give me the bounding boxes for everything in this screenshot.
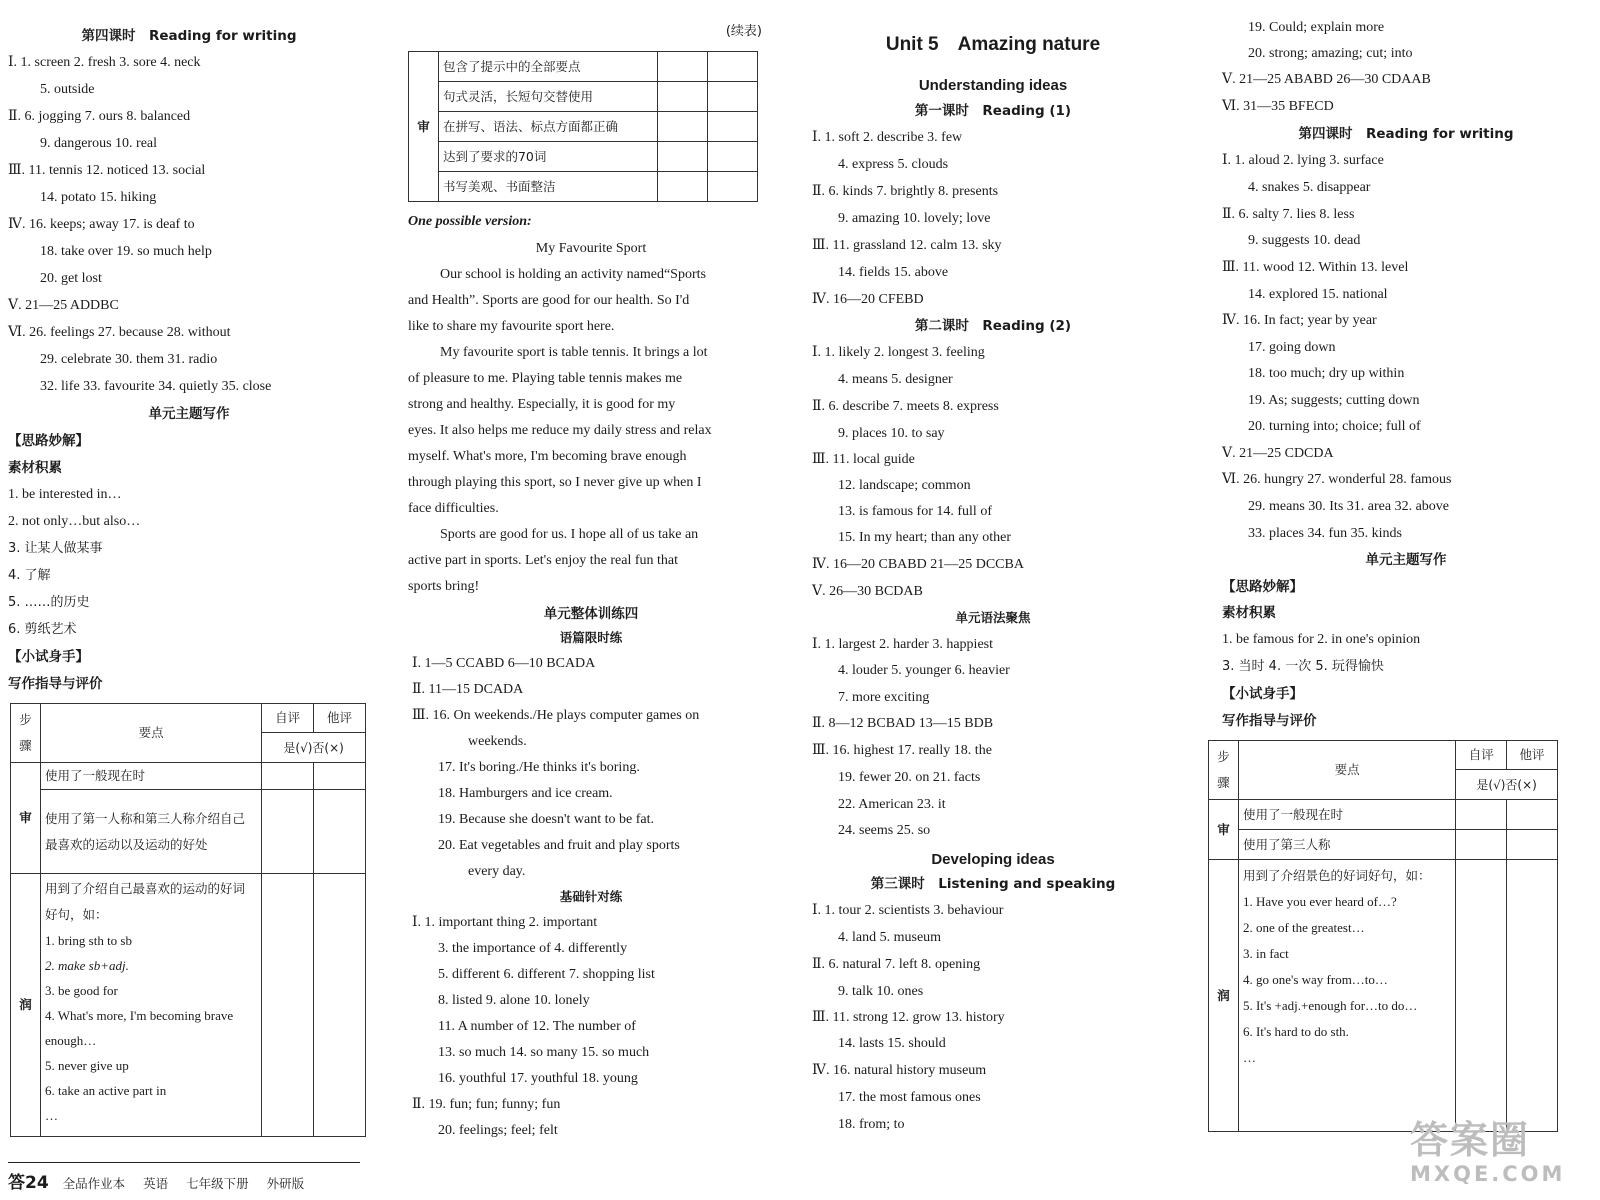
page-number: 答24 (8, 1173, 49, 1193)
answer-line: Ⅲ. 16. On weekends./He plays computer games on (412, 708, 700, 723)
table-cell-empty (262, 790, 314, 874)
answer-line: 29. means 30. Its 31. area 32. above (1248, 499, 1449, 514)
answer-line: Ⅰ. 1—5 CCABD 6—10 BCADA (412, 656, 596, 671)
developing-heading: Developing ideas (931, 851, 1055, 868)
material-item: 1. be famous for 2. in one's opinion (1222, 632, 1421, 647)
answer-line: Ⅲ. 11. strong 12. grow 13. history (812, 1010, 1005, 1025)
table-cell-empty (708, 172, 758, 202)
grade-name: 七年级下册 (186, 1176, 249, 1191)
table-cell-empty (658, 142, 708, 172)
answer-line: 22. American 23. it (838, 797, 946, 812)
answer-line: Ⅰ. 1. tour 2. scientists 3. behaviour (812, 903, 1004, 918)
answer-line: 18. from; to (838, 1117, 905, 1132)
table-point: 书写美观、书面整洁 (438, 172, 657, 202)
answer-line: 19. As; suggests; cutting down (1248, 393, 1420, 408)
answer-line: 9. places 10. to say (838, 426, 945, 441)
table-cell-empty (1456, 830, 1507, 860)
answer-line: Ⅰ. 1. largest 2. harder 3. happiest (812, 637, 994, 652)
version-label: One possible version: (408, 214, 532, 229)
table-header-yesno: 是(√)否(×) (1456, 770, 1558, 800)
material-item: 2. not only…but also… (8, 514, 141, 529)
table-point-intro: 用到了介绍景色的好词好句，如： (1242, 868, 1431, 883)
answer-line: 3. the importance of 4. differently (438, 941, 628, 956)
lesson1-title: 第一课时 Reading (1) (914, 103, 1072, 119)
watermark-logo (1410, 1118, 1590, 1192)
theme-writing-heading: 单元主题写作 (148, 406, 230, 422)
material-item: 5. ……的历史 (8, 595, 90, 610)
table-cell-empty (314, 790, 366, 874)
material-heading: 素材积累 (1222, 605, 1276, 621)
answer-line: 16. youthful 17. youthful 18. young (438, 1071, 638, 1086)
answer-line: Ⅰ. 1. important thing 2. important (412, 915, 598, 930)
answer-line: 14. potato 15. hiking (40, 190, 157, 205)
answer-line: 20. Eat vegetables and fruit and play sports (438, 838, 680, 853)
basic-practice-heading: 基础针对练 (559, 889, 623, 904)
table-cell-empty (1507, 860, 1558, 1132)
table-step-polish: 润 (11, 874, 41, 1137)
table-point-polish (40, 874, 261, 1137)
book-name: 全品作业本 (62, 1176, 126, 1191)
answer-line: 14. lasts 15. should (838, 1036, 946, 1051)
answer-line: 9. amazing 10. lovely; love (838, 211, 991, 226)
table-point: 句式灵活，长短句交替使用 (438, 82, 657, 112)
answer-line: 4. louder 5. younger 6. heavier (838, 663, 1010, 678)
answer-line: Ⅳ. 16. keeps; away 17. is deaf to (8, 217, 195, 232)
answer-line: Ⅱ. 11—15 DCADA (412, 682, 524, 697)
table-example: 4. go one's way from…to… (1242, 972, 1388, 987)
answer-line: Ⅱ. 6. jogging 7. ours 8. balanced (8, 109, 191, 124)
table-point: 使用了第一人称和第三人称介绍自己最喜欢的运动以及运动的好处 (40, 790, 261, 874)
table-cell-empty (314, 763, 366, 790)
answer-line: Ⅲ. 11. local guide (812, 452, 915, 467)
table-cell-empty (262, 874, 314, 1137)
answer-line: Ⅰ. 1. screen 2. fresh 3. sore 4. neck (8, 55, 201, 70)
answer-line: Ⅰ. 1. soft 2. describe 3. few (812, 130, 963, 145)
table-point-intro: 用到了介绍自己最喜欢的运动的好词好句，如： (44, 881, 245, 922)
table-point: 达到了要求的70词 (438, 142, 657, 172)
table-header-step: 步骤 (1209, 741, 1239, 800)
guide-heading: 写作指导与评价 (1222, 713, 1317, 729)
table-step-polish: 润 (1209, 860, 1239, 1132)
answer-line: 17. going down (1248, 340, 1336, 355)
answer-line: 13. is famous for 14. full of (838, 504, 992, 519)
table-cell-empty (708, 142, 758, 172)
answer-line: Ⅲ. 11. grassland 12. calm 13. sky (812, 238, 1002, 253)
material-item: 4. 了解 (8, 568, 51, 583)
answer-line: Ⅴ. 21—25 ADDBC (8, 298, 119, 313)
answer-line: 18. Hamburgers and ice cream. (438, 786, 613, 801)
watermark-text: 答案圈 (1410, 1118, 1531, 1162)
essay-line: and Health”. Sports are good for our health. So I'd (408, 293, 690, 308)
answer-line: Ⅳ. 16. In fact; year by year (1222, 313, 1377, 328)
answer-line: Ⅴ. 26—30 BCDAB (812, 584, 923, 599)
answer-line: 4. land 5. museum (838, 930, 942, 945)
table-header-points: 要点 (40, 704, 261, 763)
lesson4-title: 第四课时 Reading for writing (81, 28, 297, 44)
table-cell-empty (708, 82, 758, 112)
practice-heading: 【小试身手】 (8, 649, 89, 665)
answer-line: Ⅲ. 16. highest 17. really 18. the (812, 743, 992, 758)
table-cell-empty (658, 172, 708, 202)
answer-line: weekends. (468, 734, 527, 749)
answer-line: Ⅰ. 1. aloud 2. lying 3. surface (1222, 153, 1384, 168)
answer-line: 9. suggests 10. dead (1248, 233, 1361, 248)
table-cell-empty (314, 874, 366, 1137)
essay-line: like to share my favourite sport here. (408, 319, 615, 334)
table-cell-empty (708, 112, 758, 142)
lesson4-title: 第四课时 Reading for writing (1298, 126, 1514, 142)
answer-line: Ⅵ. 31—35 BFECD (1222, 99, 1334, 114)
lesson2-title: 第二课时 Reading (2) (914, 318, 1072, 334)
table-cell-empty (1507, 830, 1558, 860)
evaluation-table (10, 703, 366, 1137)
answer-line: Ⅲ. 11. tennis 12. noticed 13. social (8, 163, 206, 178)
table-example: 4. What's more, I'm becoming brave enough… (44, 1008, 234, 1048)
answer-line: 11. A number of 12. The number of (438, 1019, 636, 1034)
column-2 (408, 0, 770, 1200)
timed-practice-heading: 语篇限时练 (559, 630, 623, 645)
answer-line: every day. (468, 864, 526, 879)
table-example: … (1242, 1050, 1256, 1065)
table-header-peer: 他评 (314, 704, 366, 733)
answer-line: 5. outside (40, 82, 95, 97)
table-cell-empty (708, 52, 758, 82)
table-example: 1. Have you ever heard of…? (1242, 894, 1397, 909)
practice-heading: 【小试身手】 (1222, 686, 1303, 702)
table-cell-empty (1456, 800, 1507, 830)
table-cell-empty (1456, 860, 1507, 1132)
essay-line: eyes. It also helps me reduce my daily stress and relax (408, 423, 712, 438)
answer-line: 19. fewer 20. on 21. facts (838, 770, 981, 785)
table-point: 使用了第三人称 (1238, 830, 1455, 860)
essay-line: myself. What's more, I'm becoming brave enough (408, 449, 687, 464)
table-example: 2. one of the greatest… (1242, 920, 1365, 935)
essay-line: of pleasure to me. Playing table tennis makes me (408, 371, 683, 386)
answer-line: 33. places 34. fun 35. kinds (1248, 526, 1402, 541)
table-example: 5. never give up (44, 1058, 129, 1073)
watermark-url: MXQE.COM (1410, 1162, 1566, 1186)
answer-line: 13. so much 14. so many 15. so much (438, 1045, 650, 1060)
table-example: 6. It's hard to do sth. (1242, 1024, 1349, 1039)
table-cell-empty (658, 52, 708, 82)
answer-line: Ⅴ. 21—25 CDCDA (1222, 446, 1334, 461)
essay-line: through playing this sport, so I never give up when I (408, 475, 702, 490)
continued-table (408, 51, 758, 202)
answer-line: 24. seems 25. so (838, 823, 931, 838)
lesson3-title: 第三课时 Listening and speaking (870, 876, 1116, 892)
table-point: 包含了提示中的全部要点 (438, 52, 657, 82)
answer-line: Ⅱ. 8—12 BCBAD 13—15 BDB (812, 716, 994, 731)
answer-line: 19. Could; explain more (1248, 20, 1385, 35)
evaluation-table (1208, 740, 1558, 1132)
table-cell-empty (658, 112, 708, 142)
answer-line: Ⅳ. 16. natural history museum (812, 1063, 987, 1078)
table-step-review: 审 (409, 52, 439, 202)
table-header-self: 自评 (1456, 741, 1507, 770)
table-header-yesno: 是(√)否(×) (262, 733, 366, 763)
answer-line: 15. In my heart; than any other (838, 530, 1012, 545)
table-point: 在拼写、语法、标点方面都正确 (438, 112, 657, 142)
page-footer (8, 1168, 318, 1193)
essay-line: Sports are good for us. I hope all of us take an (440, 527, 699, 542)
table-example: 5. It's +adj.+enough for…to do… (1242, 998, 1418, 1013)
edition-name: 外研版 (266, 1176, 305, 1191)
table-step-review: 审 (1209, 800, 1239, 860)
answer-line: 7. more exciting (838, 690, 930, 705)
table-cell-empty (262, 763, 314, 790)
table-example: 3. be good for (44, 983, 118, 998)
continued-label: (续表) (725, 24, 762, 39)
answer-line: 14. explored 15. national (1248, 287, 1388, 302)
table-example: 3. in fact (1242, 946, 1289, 961)
answer-line: Ⅰ. 1. likely 2. longest 3. feeling (812, 345, 985, 360)
material-item: 6. 剪纸艺术 (8, 622, 77, 637)
footer-rule (8, 1162, 360, 1163)
essay-line: active part in sports. Let's enjoy the real fun that (408, 553, 678, 568)
answer-line: 20. feelings; feel; felt (438, 1123, 558, 1138)
table-example: 2. make sb+adj. (44, 958, 129, 973)
answer-line: Ⅵ. 26. feelings 27. because 28. without (8, 325, 231, 340)
answer-line: Ⅱ. 19. fun; fun; funny; fun (412, 1097, 561, 1112)
table-point-polish (1238, 860, 1455, 1132)
table-example: 6. take an active part in (44, 1083, 167, 1098)
answer-line: 14. fields 15. above (838, 265, 949, 280)
table-cell-empty (658, 82, 708, 112)
table-header-step: 步骤 (11, 704, 41, 763)
answer-line: 9. dangerous 10. real (40, 136, 158, 151)
unit-training-heading: 单元整体训练四 (543, 606, 639, 622)
material-item: 3. 让某人做某事 (8, 541, 103, 556)
essay-line: face difficulties. (408, 501, 499, 516)
answer-line: Ⅱ. 6. kinds 7. brightly 8. presents (812, 184, 999, 199)
grammar-heading: 单元语法聚焦 (955, 610, 1031, 625)
material-item: 3. 当时 4. 一次 5. 玩得愉快 (1222, 659, 1384, 674)
column-1 (8, 0, 370, 1200)
essay-line: Our school is holding an activity named“Sports (440, 267, 706, 282)
table-example: 1. bring sth to sb (44, 933, 132, 948)
material-item: 1. be interested in… (8, 487, 122, 502)
answer-line: Ⅴ. 21—25 ABABD 26—30 CDAAB (1222, 72, 1431, 87)
answer-line: Ⅳ. 16—20 CBABD 21—25 DCCBA (812, 557, 1024, 572)
idea-heading: 【思路妙解】 (1222, 579, 1303, 595)
answer-line: Ⅱ. 6. natural 7. left 8. opening (812, 957, 981, 972)
answer-line: 20. turning into; choice; full of (1248, 419, 1421, 434)
answer-line: 20. strong; amazing; cut; into (1248, 46, 1413, 61)
answer-line: 4. express 5. clouds (838, 157, 949, 172)
answer-line: 5. different 6. different 7. shopping list (438, 967, 655, 982)
answer-line: 9. talk 10. ones (838, 984, 924, 999)
essay-line: sports bring! (408, 579, 480, 594)
answer-line: 29. celebrate 30. them 31. radio (40, 352, 218, 367)
answer-line: Ⅲ. 11. wood 12. Within 13. level (1222, 260, 1409, 275)
subject-name: 英语 (143, 1176, 169, 1191)
answer-line: 8. listed 9. alone 10. lonely (438, 993, 590, 1008)
table-cell-empty (1507, 800, 1558, 830)
answer-line: Ⅱ. 6. salty 7. lies 8. less (1222, 207, 1355, 222)
answer-line: 4. means 5. designer (838, 372, 953, 387)
answer-line: 32. life 33. favourite 34. quietly 35. close (40, 379, 272, 394)
table-header-self: 自评 (262, 704, 314, 733)
answer-line: 19. Because she doesn't want to be fat. (438, 812, 654, 827)
answer-line: 4. snakes 5. disappear (1248, 180, 1371, 195)
answer-line: Ⅵ. 26. hungry 27. wonderful 28. famous (1222, 472, 1452, 487)
answer-line: Ⅳ. 16—20 CFEBD (812, 292, 924, 307)
material-heading: 素材积累 (8, 460, 62, 476)
column-4 (1217, 0, 1590, 1200)
unit-title: Unit 5 Amazing nature (885, 34, 1101, 55)
table-point: 使用了一般现在时 (40, 763, 261, 790)
theme-writing-heading: 单元主题写作 (1365, 552, 1447, 568)
answer-line: 17. It's boring./He thinks it's boring. (438, 760, 640, 775)
answer-line: 18. too much; dry up within (1248, 366, 1405, 381)
table-point: 使用了一般现在时 (1238, 800, 1455, 830)
answer-line: Ⅱ. 6. describe 7. meets 8. express (812, 399, 999, 414)
table-step-review: 审 (11, 763, 41, 874)
essay-line: strong and healthy. Especially, it is good for my (408, 397, 676, 412)
essay-title: My Favourite Sport (535, 241, 647, 256)
table-header-peer: 他评 (1507, 741, 1558, 770)
understanding-heading: Understanding ideas (918, 77, 1068, 94)
essay-line: My favourite sport is table tennis. It brings a lot (440, 345, 708, 360)
answer-line: 18. take over 19. so much help (40, 244, 212, 259)
idea-heading: 【思路妙解】 (8, 433, 89, 449)
table-header-points: 要点 (1238, 741, 1455, 800)
answer-line: 20. get lost (40, 271, 102, 286)
answer-line: 12. landscape; common (838, 478, 971, 493)
answer-line: 17. the most famous ones (838, 1090, 981, 1105)
table-example: … (44, 1108, 58, 1123)
column-3 (812, 0, 1174, 1200)
guide-heading: 写作指导与评价 (8, 676, 103, 692)
